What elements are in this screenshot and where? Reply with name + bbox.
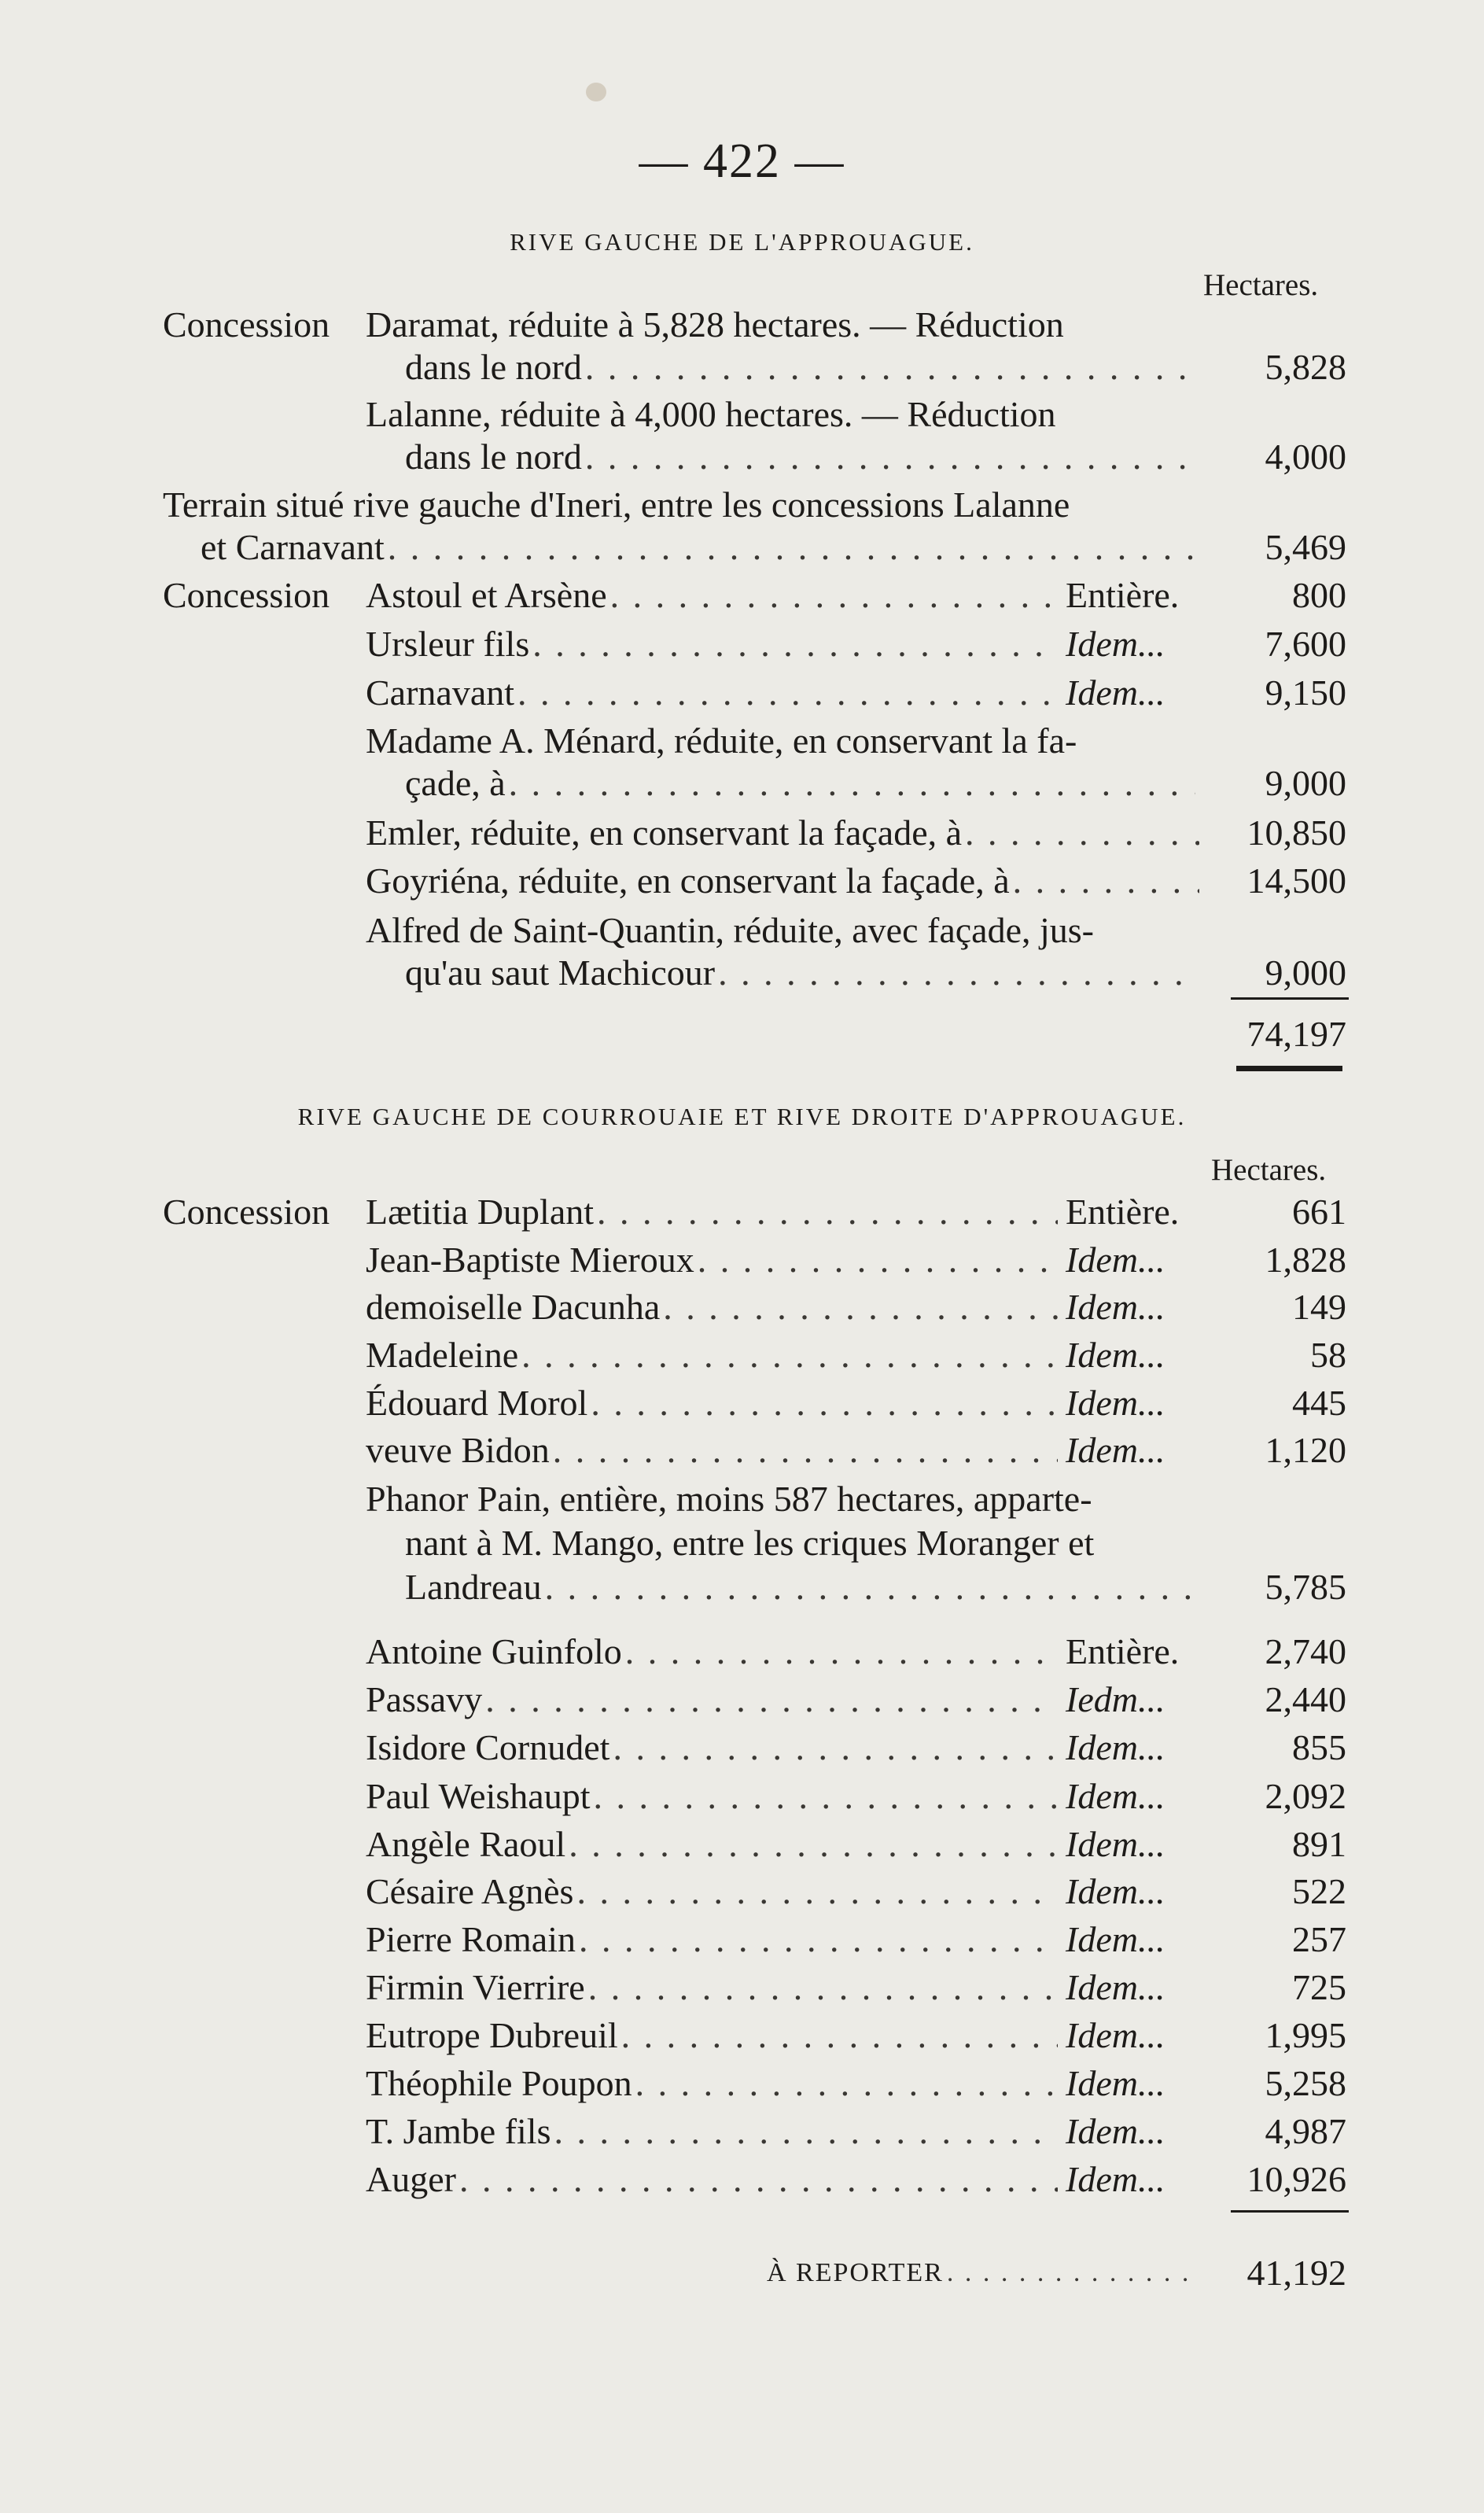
list-item [0, 1476, 1484, 1523]
list-item [0, 907, 1484, 954]
list-item [0, 621, 1484, 668]
entry-name: Ursleur fils [366, 624, 530, 664]
leader-dots [521, 1332, 1058, 1379]
status-text: Idem... [1066, 672, 1165, 713]
hectares-header-2: Hectares. [1211, 1153, 1327, 1187]
entry-line: Daramat, réduite à 5,828 hectares. — Réduction [366, 304, 1064, 345]
concession-label: Concession [163, 575, 330, 615]
hectares-value: 5,785 [1265, 1567, 1346, 1607]
leader-dots [698, 1236, 1058, 1284]
leader-dots [588, 1964, 1058, 2011]
status-text: Idem... [1066, 2063, 1165, 2103]
hectares-value: 9,000 [1265, 763, 1346, 803]
entry-name: Eutrope Dubreuil [366, 2015, 618, 2055]
hectares-value: 10,926 [1246, 2159, 1346, 2199]
status-text: Idem... [1066, 2159, 1165, 2199]
hectares-value: 1,995 [1265, 2015, 1346, 2055]
list-item [0, 391, 1484, 438]
total-row [0, 1011, 1484, 1058]
hectares-value: 10,850 [1246, 812, 1346, 853]
hectares-value: 445 [1292, 1383, 1346, 1423]
entry-line: Madame A. Ménard, réduite, en conservant la fa- [366, 720, 1077, 761]
hectares-value: 661 [1292, 1192, 1346, 1232]
list-item [0, 524, 1484, 571]
entry-name: Antoine Guinfolo [366, 1631, 622, 1671]
list-item [0, 1773, 1484, 1820]
leader-dots [635, 2060, 1058, 2107]
entry-name: Théophile Poupon [366, 2063, 632, 2103]
list-item [0, 1724, 1484, 1771]
list-item [0, 949, 1484, 997]
hectares-value: 800 [1292, 575, 1346, 615]
status-text: Idem... [1066, 1287, 1165, 1327]
entry-name: Jean-Baptiste Mieroux [366, 1240, 694, 1280]
list-item [0, 809, 1484, 857]
leader-dots [485, 1676, 1058, 1723]
leader-dots [591, 1380, 1058, 1427]
list-item [0, 2156, 1484, 2203]
list-item [0, 1380, 1484, 1427]
hectares-value: 1,828 [1265, 1240, 1346, 1280]
list-item [0, 1564, 1484, 1611]
entry-line: dans le nord [405, 347, 582, 387]
list-item [0, 301, 1484, 348]
leader-dots [597, 1188, 1058, 1236]
hectares-value: 5,258 [1265, 2063, 1346, 2103]
status-text: Iedm... [1066, 1679, 1165, 1719]
leader-dots [610, 572, 1054, 619]
leader-dots [579, 1916, 1058, 1963]
paper-stain [586, 83, 606, 101]
status-text: Entière. [1066, 1631, 1180, 1671]
entry-name: Paul Weishaupt [366, 1776, 591, 1816]
entry-name: Auger [366, 2159, 456, 2199]
hectares-value: 725 [1292, 1967, 1346, 2007]
hectares-value: 7,600 [1265, 624, 1346, 664]
list-item [0, 1821, 1484, 1868]
hectares-value: 1,120 [1265, 1430, 1346, 1470]
list-item [0, 481, 1484, 529]
status-text: Idem... [1066, 1871, 1165, 1911]
status-text: Idem... [1066, 1335, 1165, 1375]
entry-name: Carnavant [366, 672, 515, 713]
entry-name: Firmin Vierrire [366, 1967, 585, 2007]
leader-dots [585, 433, 1191, 481]
hectares-value: 257 [1292, 1919, 1346, 1959]
entry-line: Landreau [405, 1567, 542, 1607]
leader-dots [532, 621, 1054, 668]
hectares-value: 14,500 [1246, 860, 1346, 901]
list-item [0, 344, 1484, 391]
hectares-value: 5,469 [1265, 527, 1346, 567]
hectares-value: 891 [1292, 1824, 1346, 1864]
page-number: — 422 — [639, 134, 845, 188]
entry-name: Césaire Agnès [366, 1871, 574, 1911]
list-item [0, 433, 1484, 481]
entry-line: nant à M. Mango, entre les criques Moranger et [405, 1523, 1095, 1563]
sum-rule [1231, 2210, 1349, 2213]
hectares-value: 2,440 [1265, 1679, 1346, 1719]
list-item [0, 1676, 1484, 1723]
hectares-value: 855 [1292, 1727, 1346, 1767]
entry-line: çade, à [405, 763, 506, 803]
entry-line: Alfred de Saint-Quantin, réduite, avec façade, jus- [366, 910, 1094, 950]
end-rule [1236, 1066, 1342, 1071]
leader-dots [621, 2012, 1058, 2059]
entry-line: qu'au saut Machicour [405, 953, 716, 993]
entry-name: veuve Bidon [366, 1430, 550, 1470]
carry-forward-label: À REPORTER [767, 2258, 944, 2287]
carry-forward-row [0, 2250, 1484, 2297]
status-text: Idem... [1066, 1967, 1165, 2007]
leader-dots [459, 2156, 1058, 2203]
hectares-value: 2,740 [1265, 1631, 1346, 1671]
list-item [0, 1916, 1484, 1963]
status-text: Idem... [1066, 624, 1165, 664]
status-text: Entière. [1066, 1192, 1180, 1232]
leader-dots [663, 1284, 1058, 1331]
entry-name: Emler, réduite, en conservant la façade, à [366, 812, 963, 853]
list-item [0, 717, 1484, 765]
hectares-value: 2,092 [1265, 1776, 1346, 1816]
leader-dots [1013, 857, 1199, 905]
sum-rule [1231, 997, 1349, 1000]
leader-dots [553, 1427, 1058, 1474]
status-text: Idem... [1066, 1383, 1165, 1423]
entry-name: Goyriéna, réduite, en conservant la façade, à [366, 860, 1010, 901]
entry-name: Passavy [366, 1679, 483, 1719]
status-text: Idem... [1066, 1919, 1165, 1959]
entry-line: Lalanne, réduite à 4,000 hectares. — Réduction [366, 394, 1056, 434]
status-text: Idem... [1066, 1776, 1165, 1816]
list-item [0, 1427, 1484, 1474]
entry-name: Lætitia Duplant [366, 1192, 595, 1232]
status-text: Idem... [1066, 2015, 1165, 2055]
entry-name: demoiselle Dacunha [366, 1287, 661, 1327]
hectares-value: 4,000 [1265, 437, 1346, 477]
section-title-rive-gauche-approuague: RIVE GAUCHE DE L'APPROUAGUE. [510, 228, 974, 256]
status-text: Idem... [1066, 1824, 1165, 1864]
concession-label: Concession [163, 304, 330, 345]
list-item [0, 2108, 1484, 2155]
list-item [0, 1332, 1484, 1379]
hectares-value: 9,150 [1265, 672, 1346, 713]
leader-dots [965, 809, 1199, 857]
leader-dots [576, 1868, 1058, 1915]
status-text: Idem... [1066, 1727, 1165, 1767]
total-value: 74,197 [1246, 1014, 1346, 1054]
hectares-value: 149 [1292, 1287, 1346, 1327]
list-item [0, 857, 1484, 905]
list-item [0, 1628, 1484, 1675]
list-item [0, 1284, 1484, 1331]
entry-name: Édouard Morol [366, 1383, 588, 1423]
list-item [0, 1868, 1484, 1915]
hectares-value: 522 [1292, 1871, 1346, 1911]
section-title-rive-gauche-courrouaie: RIVE GAUCHE DE COURROUAIE ET RIVE DROITE D'APPROUAGUE. [297, 1103, 1187, 1130]
list-item [0, 2060, 1484, 2107]
status-text: Idem... [1066, 2111, 1165, 2151]
list-item [0, 1964, 1484, 2011]
entry-name: T. Jambe fils [366, 2111, 551, 2151]
leader-dots [545, 1564, 1195, 1611]
list-item [0, 2012, 1484, 2059]
list-item [0, 572, 1484, 619]
entry-line: et Carnavant [201, 527, 385, 567]
hectares-value: 58 [1310, 1335, 1346, 1375]
leader-dots [947, 2250, 1191, 2297]
hectares-value: 4,987 [1265, 2111, 1346, 2151]
leader-dots [613, 1724, 1058, 1771]
leader-dots [388, 524, 1195, 571]
leader-dots [569, 1821, 1058, 1868]
entry-name: Isidore Cornudet [366, 1727, 610, 1767]
list-item [0, 1520, 1484, 1567]
leader-dots [509, 760, 1195, 807]
list-item [0, 1236, 1484, 1284]
leader-dots [625, 1628, 1058, 1675]
leader-dots [593, 1773, 1058, 1820]
list-item [0, 760, 1484, 807]
leader-dots [554, 2108, 1058, 2155]
concession-label: Concession [163, 1192, 330, 1232]
entry-line: Terrain situé rive gauche d'Ineri, entre les concessions Lalanne [163, 485, 1070, 525]
entry-name: Angèle Raoul [366, 1824, 566, 1864]
status-text: Entière. [1066, 575, 1180, 615]
carry-forward-value: 41,192 [1246, 2253, 1346, 2293]
hectares-header-1: Hectares. [1203, 268, 1319, 302]
entry-line: Phanor Pain, entière, moins 587 hectares, apparte- [366, 1479, 1092, 1519]
list-item [0, 669, 1484, 717]
entry-name: Madeleine [366, 1335, 519, 1375]
entry-name: Astoul et Arsène [366, 575, 607, 615]
status-text: Idem... [1066, 1430, 1165, 1470]
leader-dots [517, 669, 1054, 717]
entry-line: dans le nord [405, 437, 582, 477]
leader-dots [585, 344, 1191, 391]
list-item [0, 1188, 1484, 1236]
entry-name: Pierre Romain [366, 1919, 576, 1959]
hectares-value: 9,000 [1265, 953, 1346, 993]
status-text: Idem... [1066, 1240, 1165, 1280]
hectares-value: 5,828 [1265, 347, 1346, 387]
leader-dots [718, 949, 1195, 997]
